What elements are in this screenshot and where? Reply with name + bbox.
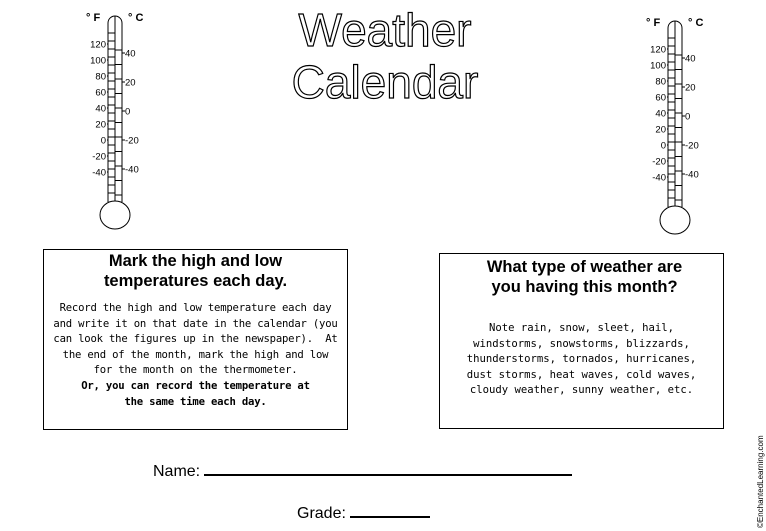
body-line: the end of the month, mark the high and low — [62, 348, 329, 361]
fahrenheit-label: -40 — [652, 172, 666, 184]
celsius-label: -40 — [685, 169, 699, 181]
heading-line: temperatures each day. — [103, 272, 288, 290]
celsius-label: 0 — [685, 111, 691, 123]
thermometer-bulb — [100, 201, 130, 229]
weather-types-box — [439, 253, 724, 429]
fahrenheit-label: 100 — [90, 55, 106, 67]
fahrenheit-label: 80 — [655, 76, 666, 88]
body-line-bold: Or, you can record the temperature at — [81, 379, 310, 392]
copyright-credit: ©EnchantedLearning.com — [756, 435, 765, 528]
body-line-bold: the same time each day. — [124, 395, 267, 408]
fahrenheit-label: 40 — [655, 108, 666, 120]
body-line: thunderstorms, tornados, hurricanes, — [466, 353, 697, 366]
fahrenheit-label: -20 — [652, 156, 666, 168]
body-line: for the month on the thermometer. — [93, 364, 298, 377]
temperature-instructions-box — [43, 249, 348, 430]
fahrenheit-unit-label: ° F — [646, 17, 661, 29]
body-line: and write it on that date in the calendar (you — [53, 317, 338, 330]
body-line: Note rain, snow, sleet, hail, — [489, 322, 674, 334]
celsius-unit-label: ° C — [688, 17, 704, 29]
fahrenheit-label: 120 — [650, 44, 666, 56]
fahrenheit-label: 20 — [95, 119, 106, 131]
body-line: cloudy weather, sunny weather, etc. — [469, 384, 694, 397]
fahrenheit-label: -20 — [92, 151, 106, 163]
title-line-1: Weather — [298, 4, 472, 56]
celsius-label: -20 — [125, 135, 139, 147]
body-line: dust storms, heat waves, cold waves, — [466, 368, 697, 381]
title-line-2: Calendar — [291, 56, 479, 104]
weather-types-heading — [440, 257, 723, 297]
celsius-unit-label: ° C — [128, 12, 144, 24]
celsius-label: 40 — [685, 53, 696, 65]
celsius-label: 20 — [685, 82, 696, 94]
body-line: can look the figures up in the newspaper). At — [53, 333, 338, 346]
fahrenheit-label: 80 — [95, 71, 106, 83]
name-blank-line[interactable] — [204, 460, 572, 476]
celsius-label: -20 — [685, 140, 699, 152]
heading-line: Mark the high and low — [108, 252, 283, 270]
body-line: Record the high and low temperature each day — [59, 302, 332, 314]
thermometer-right — [610, 0, 760, 240]
fahrenheit-label: 120 — [90, 39, 106, 51]
thermometer-left — [50, 0, 200, 240]
celsius-label: 0 — [125, 106, 131, 118]
fahrenheit-label: 100 — [650, 60, 666, 72]
thermometer-bulb — [660, 206, 690, 234]
page-title — [270, 4, 500, 104]
fahrenheit-label: 0 — [660, 140, 666, 152]
temperature-instructions-heading — [44, 251, 347, 291]
name-field — [153, 460, 572, 481]
celsius-label: -40 — [125, 164, 139, 176]
heading-line: you having this month? — [491, 278, 678, 296]
weather-types-body — [440, 321, 723, 399]
grade-label: Grade: — [297, 505, 346, 522]
celsius-label: 20 — [125, 77, 136, 89]
heading-line: What type of weather are — [486, 258, 683, 276]
name-label: Name: — [153, 463, 201, 480]
fahrenheit-label: 0 — [100, 135, 106, 147]
grade-blank-line[interactable] — [350, 502, 430, 518]
fahrenheit-label: -40 — [92, 167, 106, 179]
body-line: windstorms, snowstorms, blizzards, — [473, 337, 690, 350]
celsius-label: 40 — [125, 48, 136, 60]
fahrenheit-label: 40 — [95, 103, 106, 115]
grade-field — [297, 502, 430, 523]
fahrenheit-label: 20 — [655, 124, 666, 136]
temperature-instructions-body — [44, 301, 347, 410]
fahrenheit-unit-label: ° F — [86, 12, 101, 24]
fahrenheit-label: 60 — [95, 87, 106, 99]
fahrenheit-label: 60 — [655, 92, 666, 104]
